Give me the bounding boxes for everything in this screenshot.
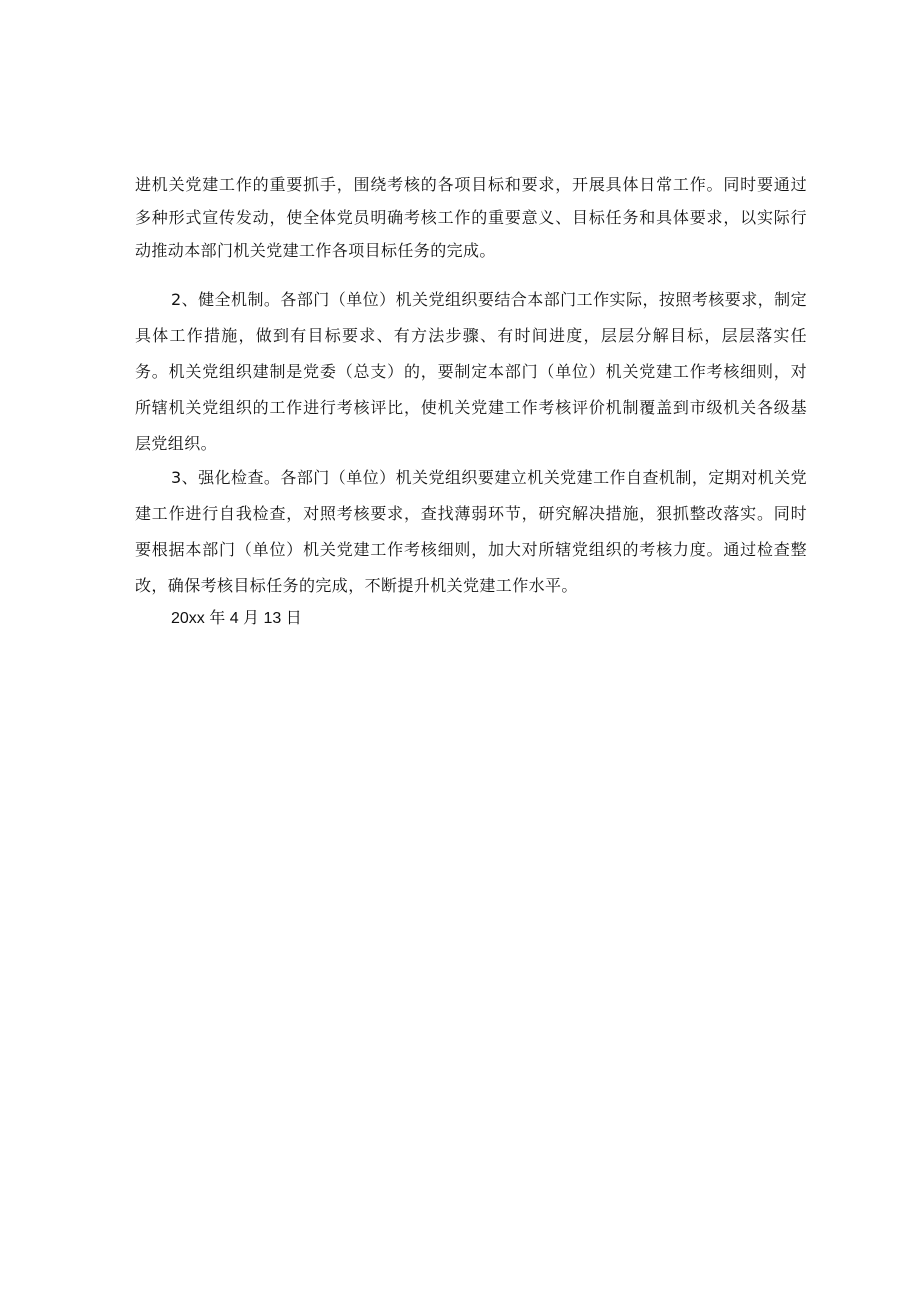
- paragraph-text: 2、健全机制。各部门（单位）机关党组织要结合本部门工作实际，按照考核要求，制定具体工作措施，做到有目标要求、有方法步骤、有时间进度，层层分解目标，层层落实任务。机关党组织建制是党委（总支）的，要制定本部门（单位）机关党建工作考核细则，对所辖机关党组织的工作进行考核评比，使机关党建工作考核评价机制覆盖到市级机关各级基层党组织。: [135, 290, 807, 453]
- paragraph-continuation: [135, 168, 807, 267]
- paragraph-text: 进机关党建工作的重要抓手，围绕考核的各项目标和要求，开展具体日常工作。同时要通过多种形式宣传发动，使全体党员明确考核工作的重要意义、目标任务和具体要求，以实际行动推动本部门机关党建工作各项目标任务的完成。: [135, 175, 807, 260]
- paragraph-item-3: [135, 460, 807, 604]
- paragraph-text: 3、强化检查。各部门（单位）机关党组织要建立机关党建工作自查机制，定期对机关党建工作进行自我检查，对照考核要求，查找薄弱环节，研究解决措施，狠抓整改落实。同时要根据本部门（单位）机关党建工作考核细则，加大对所辖党组织的考核力度。通过检查整改，确保考核目标任务的完成，不断提升机关党建工作水平。: [135, 468, 807, 595]
- document-date: 20xx 年 4 月 13 日: [171, 610, 302, 627]
- paragraph-item-2: [135, 282, 807, 462]
